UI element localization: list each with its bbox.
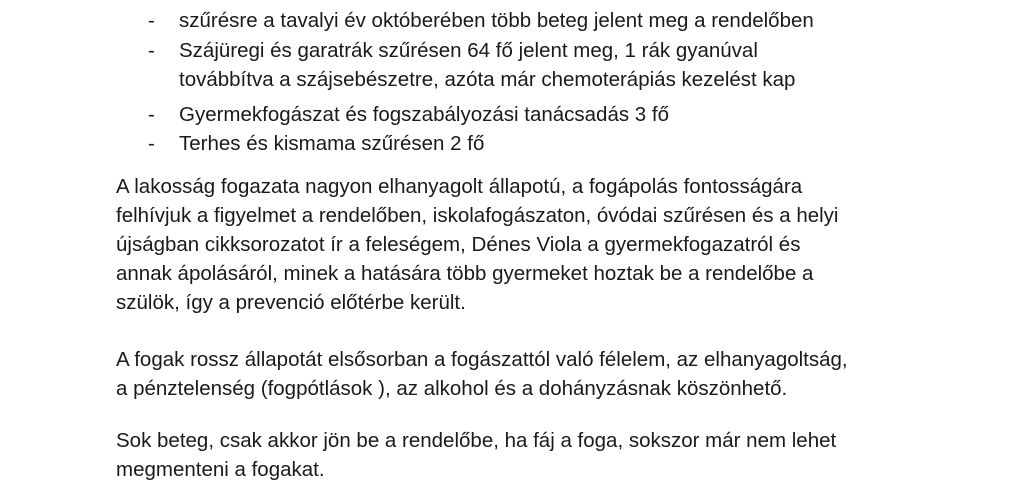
text-line: szűrésre a tavalyi év októberében több beteg jelent meg a rendelőben xyxy=(179,9,814,32)
text-line: A fogak rossz állapotát elsősorban a fogászattól való félelem, az elhanyagoltság, xyxy=(116,348,848,371)
bullet-dash: - xyxy=(148,39,155,62)
paragraph xyxy=(116,172,1016,317)
bullet-text xyxy=(179,129,979,158)
text-line: Szájüregi és garatrák szűrésen 64 fő jelent meg, 1 rák gyanúval xyxy=(179,39,758,62)
text-line: Terhes és kismama szűrésen 2 fő xyxy=(179,132,485,155)
text-line: szülök, így a prevenció előtérbe került. xyxy=(116,291,466,314)
bullet-text xyxy=(179,6,979,35)
text-line: továbbítva a szájsebészetre, azóta már chemoterápiás kezelést kap xyxy=(179,68,796,91)
bullet-text xyxy=(179,100,979,129)
text-line: a pénztelenség (fogpótlások ), az alkohol és a dohányzásnak köszönhető. xyxy=(116,377,788,400)
paragraph xyxy=(116,345,1016,403)
bullet-dash: - xyxy=(148,103,155,126)
bullet-dash: - xyxy=(148,9,155,32)
text-line: Sok beteg, csak akkor jön be a rendelőbe, ha fáj a foga, sokszor már nem lehet xyxy=(116,429,837,452)
text-line: Gyermekfogászat és fogszabályozási tanácsadás 3 fő xyxy=(179,103,669,126)
bullet-text xyxy=(179,36,979,94)
text-line: felhívjuk a figyelmet a rendelőben, iskolafogászaton, óvódai szűrésen és a helyi xyxy=(116,204,839,227)
bullet-dash: - xyxy=(148,132,155,155)
text-line: A lakosság fogazata nagyon elhanyagolt állapotú, a fogápolás fontosságára xyxy=(116,175,803,198)
text-line: megmenteni a fogakat. xyxy=(116,458,325,481)
text-line: újságban cikksorozatot ír a feleségem, Dénes Viola a gyermekfogazatról és xyxy=(116,233,801,256)
text-line: annak ápolásáról, minek a hatására több gyermeket hoztak be a rendelőbe a xyxy=(116,262,814,285)
paragraph xyxy=(116,426,1016,484)
